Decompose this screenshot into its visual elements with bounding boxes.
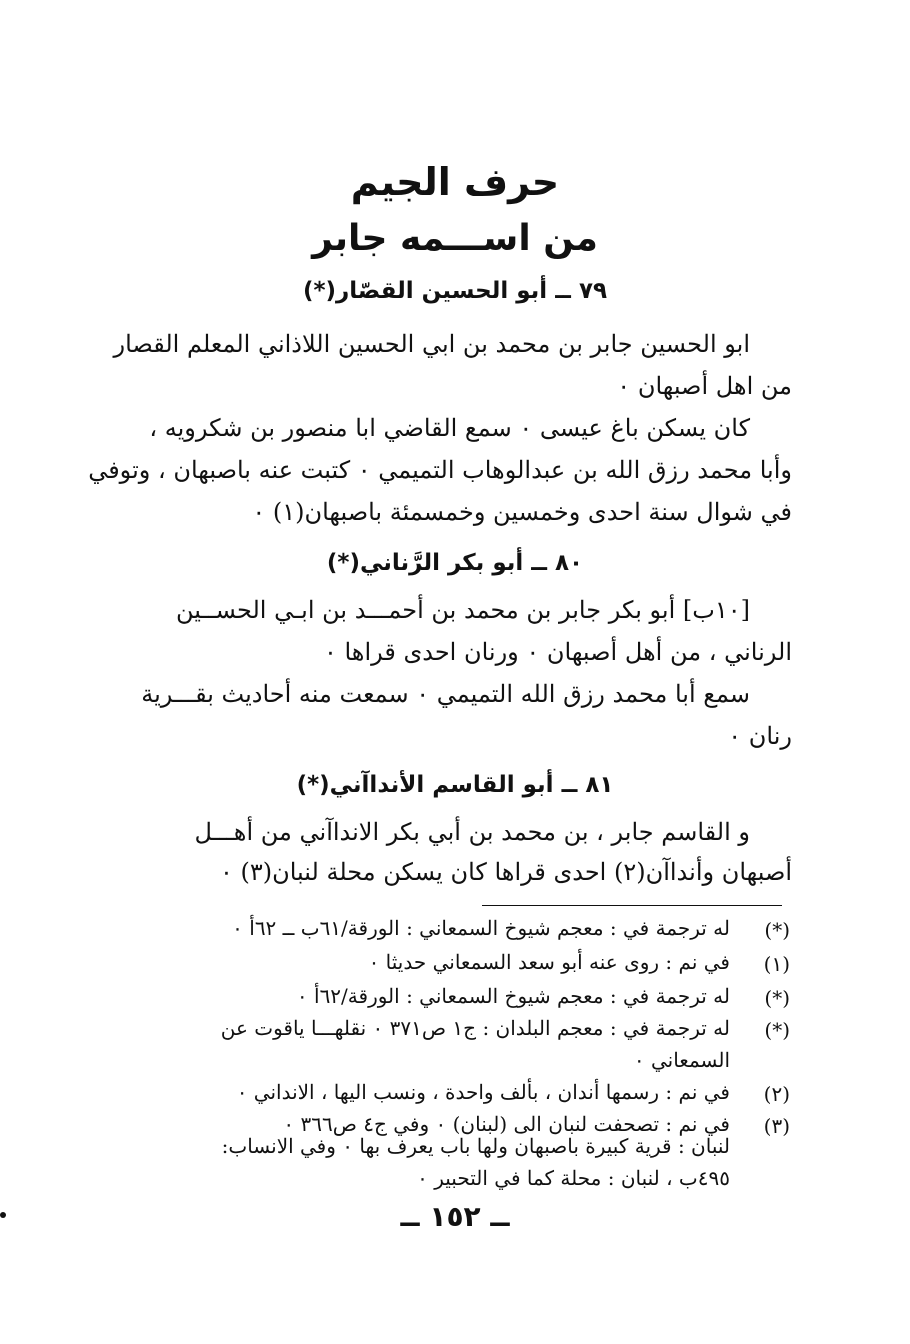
footnote-marker: (*) — [764, 918, 790, 942]
footnote-text: في نم : روى عنه أبو سعد السمعاني حديثا ٠ — [368, 950, 730, 974]
entry-79-line-3: كان يسكن باغ عيسى ٠ سمع القاضي ابا منصور بن شكرويه ، — [149, 414, 750, 442]
scan-mark — [0, 1212, 6, 1218]
page-number: ــ ١٥٢ ــ — [400, 1200, 510, 1233]
entry-80-line-2: الرناني ، من أهل أصبهان ٠ ورنان احدى قراها ٠ — [323, 638, 792, 666]
footnote-text: السمعاني ٠ — [633, 1048, 730, 1072]
entry-80-line-4: رنان ٠ — [728, 722, 792, 750]
entry-79-line-4: وأبا محمد رزق الله بن عبدالوهاب التميمي ٠ كتبت عنه باصبهان ، وتوفي — [88, 456, 792, 484]
entry-81-line-2: أصبهان وأنداآن(٢) احدى قراها كان يسكن محلة لنبان(٣) ٠ — [219, 858, 792, 886]
footnote-text: له ترجمة في : معجم شيوخ السمعاني : الورقة/٦٢أ ٠ — [296, 984, 730, 1008]
footnote-text: في نم : رسمها أندان ، بألف واحدة ، ونسب اليها ، الانداني ٠ — [236, 1080, 730, 1104]
entry-81-line-1: و القاسم جابر ، بن محمد بن أبي بكر الانداآني من أهـــل — [194, 818, 750, 846]
entry-79-line-5: في شوال سنة احدى وخمسين وخمسمئة باصبهان(١) ٠ — [252, 498, 792, 526]
footnote-continuation-line: ٤٩٥ب ، لنبان : محلة كما في التحبير ٠ — [417, 1166, 730, 1190]
footnote-marker: (٢) — [763, 1082, 790, 1106]
footnote-separator — [482, 905, 782, 906]
footnote-marker: (*) — [764, 986, 790, 1010]
entry-heading-80: ٨٠ ــ أبو بكر الرَّناني(*) — [326, 550, 584, 576]
chapter-title: حرف الجيم — [350, 160, 560, 204]
entry-heading-79: ٧٩ ــ أبو الحسين القصّار(*) — [302, 278, 608, 304]
footnote-continuation-line: لنبان : قرية كبيرة باصبهان ولها باب يعرف بها ٠ وفي الانساب: — [221, 1134, 730, 1158]
footnote-text: في نم : تصحفت لنبان الى (لبنان) ٠ وفي ج٤ ص٣٦٦ ٠ — [283, 1112, 730, 1136]
entry-79-line-1: ابو الحسين جابر بن محمد بن ابي الحسين اللاذاني المعلم القصار — [113, 330, 750, 358]
footnote-marker: (٣) — [763, 1114, 790, 1138]
footnote-text: له ترجمة في : معجم البلدان : ج١ ص٣٧١ ٠ نقلهـــا ياقوت عن — [220, 1016, 730, 1040]
section-title: من اســـمه جابر — [312, 218, 598, 259]
entry-79-line-2: من اهل أصبهان ٠ — [617, 372, 792, 400]
footnote-text: له ترجمة في : معجم شيوخ السمعاني : الورقة/٦١ب ــ ٦٢أ ٠ — [232, 916, 730, 940]
footnote-marker: (*) — [764, 1018, 790, 1042]
entry-80-line-3: سمع أبا محمد رزق الله التميمي ٠ سمعت منه أحاديث بقـــرية — [141, 680, 750, 708]
footnote-marker: (١) — [763, 952, 790, 976]
entry-heading-81: ٨١ ــ أبو القاسم الأنداآني(*) — [296, 772, 614, 798]
entry-80-line-1: [١٠ب] أبو بكر جابر بن محمد بن أحمـــد بن ابـي الحســين — [176, 596, 750, 624]
